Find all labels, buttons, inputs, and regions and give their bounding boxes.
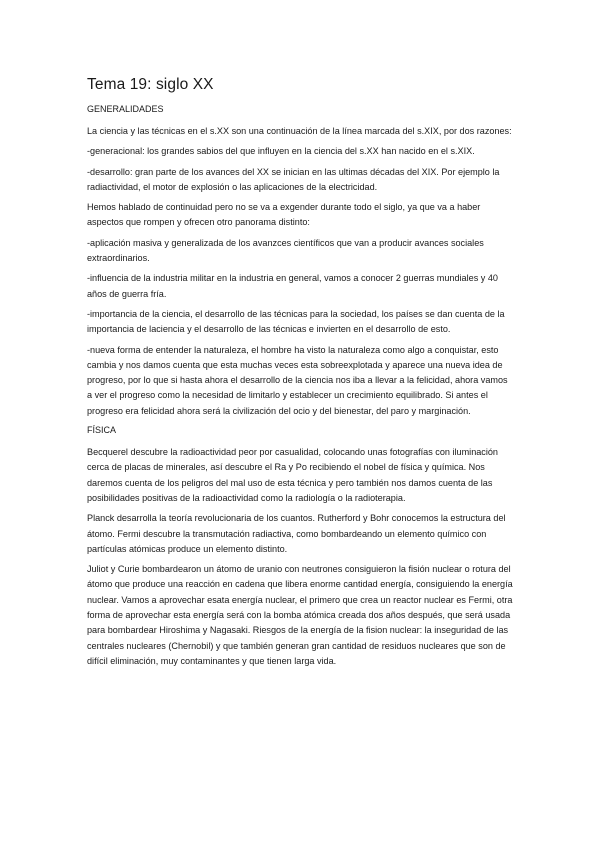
- paragraph: -importancia de la ciencia, el desarrollo de las técnicas para la sociedad, los países se dan cuenta de la importancia de laciencia y el desarrollo de las técnicas e invierten en el desarrollo de esto.: [87, 308, 505, 335]
- section-generalidades: [87, 103, 515, 419]
- paragraph: -generacional: los grandes sabios del que influyen en la ciencia del s.XX han nacido en el s.XIX.: [87, 146, 475, 157]
- section-fisica: [87, 424, 515, 669]
- paragraph: -nueva forma de entender la naturaleza, el hombre ha visto la naturaleza como algo a conquistar, esto cambia y nos damos cuenta que esta muchas veces esta sobreexplotada y aparece una nueva idea de progreso, por lo que si hasta ahora el desarrollo de la ciencia nos iba a llevar a la felicidad, ahora vamos a ver el progreso como la necesidad de limitarlo y establecer un crecimiento equilibrado. Si antes el progreso era felicidad ahora será la civilización del ocio y del bienestar, del paro y marginación.: [87, 344, 508, 416]
- paragraph: -aplicación masiva y generalizada de los avanzces científicos que van a producir avances sociales extraordinarios.: [87, 237, 484, 264]
- paragraph: -desarrollo: gran parte de los avances del XX se inician en las ultimas décadas del XIX. Por ejemplo la radiactividad, el motor de explosión o las aplicaciones de la electricidad.: [87, 166, 500, 192]
- paragraph: Becquerel descubre la radioactividad peor por casualidad, colocando unas fotografías con iluminación cerca de placas de minerales, así descubre el Ra y Po recibiendo el nobel de física y química. Nos daremos cuenta de los peligros del mal uso de esta técnica y pero también nos damos cuenta de las posibilidades positivas de la radioactividad como la radiología o la radioterapia.: [87, 447, 498, 503]
- section-heading: GENERALIDADES: [87, 104, 164, 114]
- document-page: [87, 76, 515, 674]
- paragraph: Hemos hablado de continuidad pero no se va a exgender durante todo el siglo, ya que va a haber aspectos que rompen y ofrecen otro panorama distinto:: [87, 202, 481, 228]
- section-heading: FÍSICA: [87, 425, 117, 436]
- paragraph: Juliot y Curie bombardearon un átomo de uranio con neutrones consiguieron la fisión nuclear o rotura del átomo que produce una reacción en cadena que libera enorme cantidad energía, consiguiendo la energía nuclear. Vamos a aprovechar esata energía nuclear, el primero que crea un reactor nuclear es Fermi, otra forma de aprovechar esta energía será con la bomba atómica creada dos años después, que será usada para bombardear Hiroshima y Nagasaki. Riesgos de la energía de la fision nuclear: la inseguridad de las centrales nucleares (Chernobil) y que también generan gran cantidad de residuos nucleares que son de difícil eliminación, muy contaminantes y que tienen larga vida.: [87, 564, 513, 666]
- paragraph: La ciencia y las técnicas en el s.XX son una continuación de la línea marcada del s.XIX, por dos razones:: [87, 126, 512, 136]
- page-title: Tema 19: siglo XX: [87, 76, 214, 93]
- paragraph: -influencia de la industria militar en la industria en general, vamos a conocer 2 guerras mundiales y 40 años de guerra fría.: [87, 273, 498, 299]
- paragraph: Planck desarrolla la teoría revolucionaria de los cuantos. Rutherford y Bohr conocemos la estructura del átomo. Fermi descubre la transmutación radiactiva, como bombardeando un elemento químico con partículas atómicas produce un elemento distinto.: [87, 513, 506, 554]
